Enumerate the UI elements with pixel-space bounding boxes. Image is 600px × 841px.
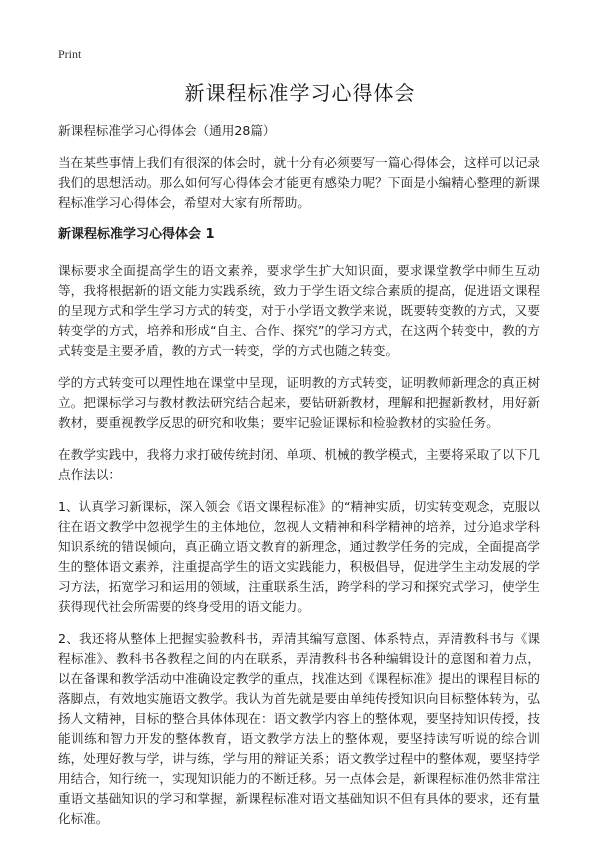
body-paragraph: 学的方式转变可以理性地在课堂中呈现，证明教的方式转变，证明教师新理念的真正树立。把课标学习与教材教法研究结合起来，要钻研新教材，理解和把握新教材，用好新教材，要重视教学反思的研究和收集；要牢记验证课标和检验教材的实验任务。 (58, 375, 540, 430)
body-paragraph: 2、我还将从整体上把握实验教科书，弄清其编写意图、体系特点，弄清教科书与《课程标准》、教科书各教程之间的内在联系，弄清教科书各种编辑设计的意图和着力点，以在备课和教学活动中准确设定教学的重点，找准达到《课程标准》提出的课程目标的落脚点，有效地实施语文教学。我认为首先就是要由单纯传授知识向目标整体转为，弘扬人文精神，目标的整合具体体现在：语文教学内容上的整体观，要坚持知识传授，技能训练和智力开发的整体教育，语文教学方法上的整体观，要坚持读写听说的综合训练，处理好教与学，讲与练，学与用的辩证关系；语文教学过程中的整体观，要坚持学用结合，知行统一，实现知识能力的不断迁移。另一点体会是，新课程标准仍然非常注重语文基础知识的学习和掌握，新课程标准对语文基础知识不但有具体的要求，还有量化标准。 (58, 631, 540, 826)
article-subtitle: 新课程标准学习心得体会（通用28篇） (58, 123, 276, 138)
print-link[interactable]: Print (58, 47, 82, 61)
body-paragraph: 1、认真学习新课标，深入领会《语文课程标准》的“精神实质，切实转变观念，克服以往在语文教学中忽视学生的主体地位，忽视人文精神和科学精神的培养，过分追求学科知识系统的错误倾向，真正确立语文教育的新理念，通过教学任务的完成，全面提高学生的整体语文素养，注重提高学生的语文实践能力，积极倡导，促进学生主动发展的学习方法，拓宽学习和运用的领域，注重联系生活，跨学科的学习和探究式学习，使学生获得现代社会所需要的终身受用的语文能力。 (58, 499, 540, 614)
section-heading: 新课程标准学习心得体会 1 (58, 227, 215, 242)
intro-paragraph: 当在某些事情上我们有很深的体会时，就十分有必须要写一篇心得体会，这样可以记录我们的思想活动。那么如何写心得体会才能更有感染力呢？下面是小编精心整理的新课程标准学习心得体会，希望对大家有所帮助。 (58, 155, 540, 210)
body-paragraph: 在教学实践中，我将力求打破传统封闭、单项、机械的教学模式，主要将采取了以下几点作法以： (58, 447, 540, 482)
article-body (58, 121, 540, 841)
page-title: 新课程标准学习心得体会 (184, 81, 416, 105)
body-paragraph: 课标要求全面提高学生的语文素养，要求学生扩大知识面，要求课堂教学中师生互动等，我将根据新的语文能力实践系统，致力于学生语文综合素质的提高，促进语文课程的呈现方式和学生学习方式的转变，对于小学语文教学来说，既要转变教的方式，又要转变学的方式，培养和形成“自主、合作、探究”的学习方式，在这两个转变中，教的方式转变是主要矛盾，教的方式一转变，学的方式也随之转变。 (58, 263, 540, 358)
